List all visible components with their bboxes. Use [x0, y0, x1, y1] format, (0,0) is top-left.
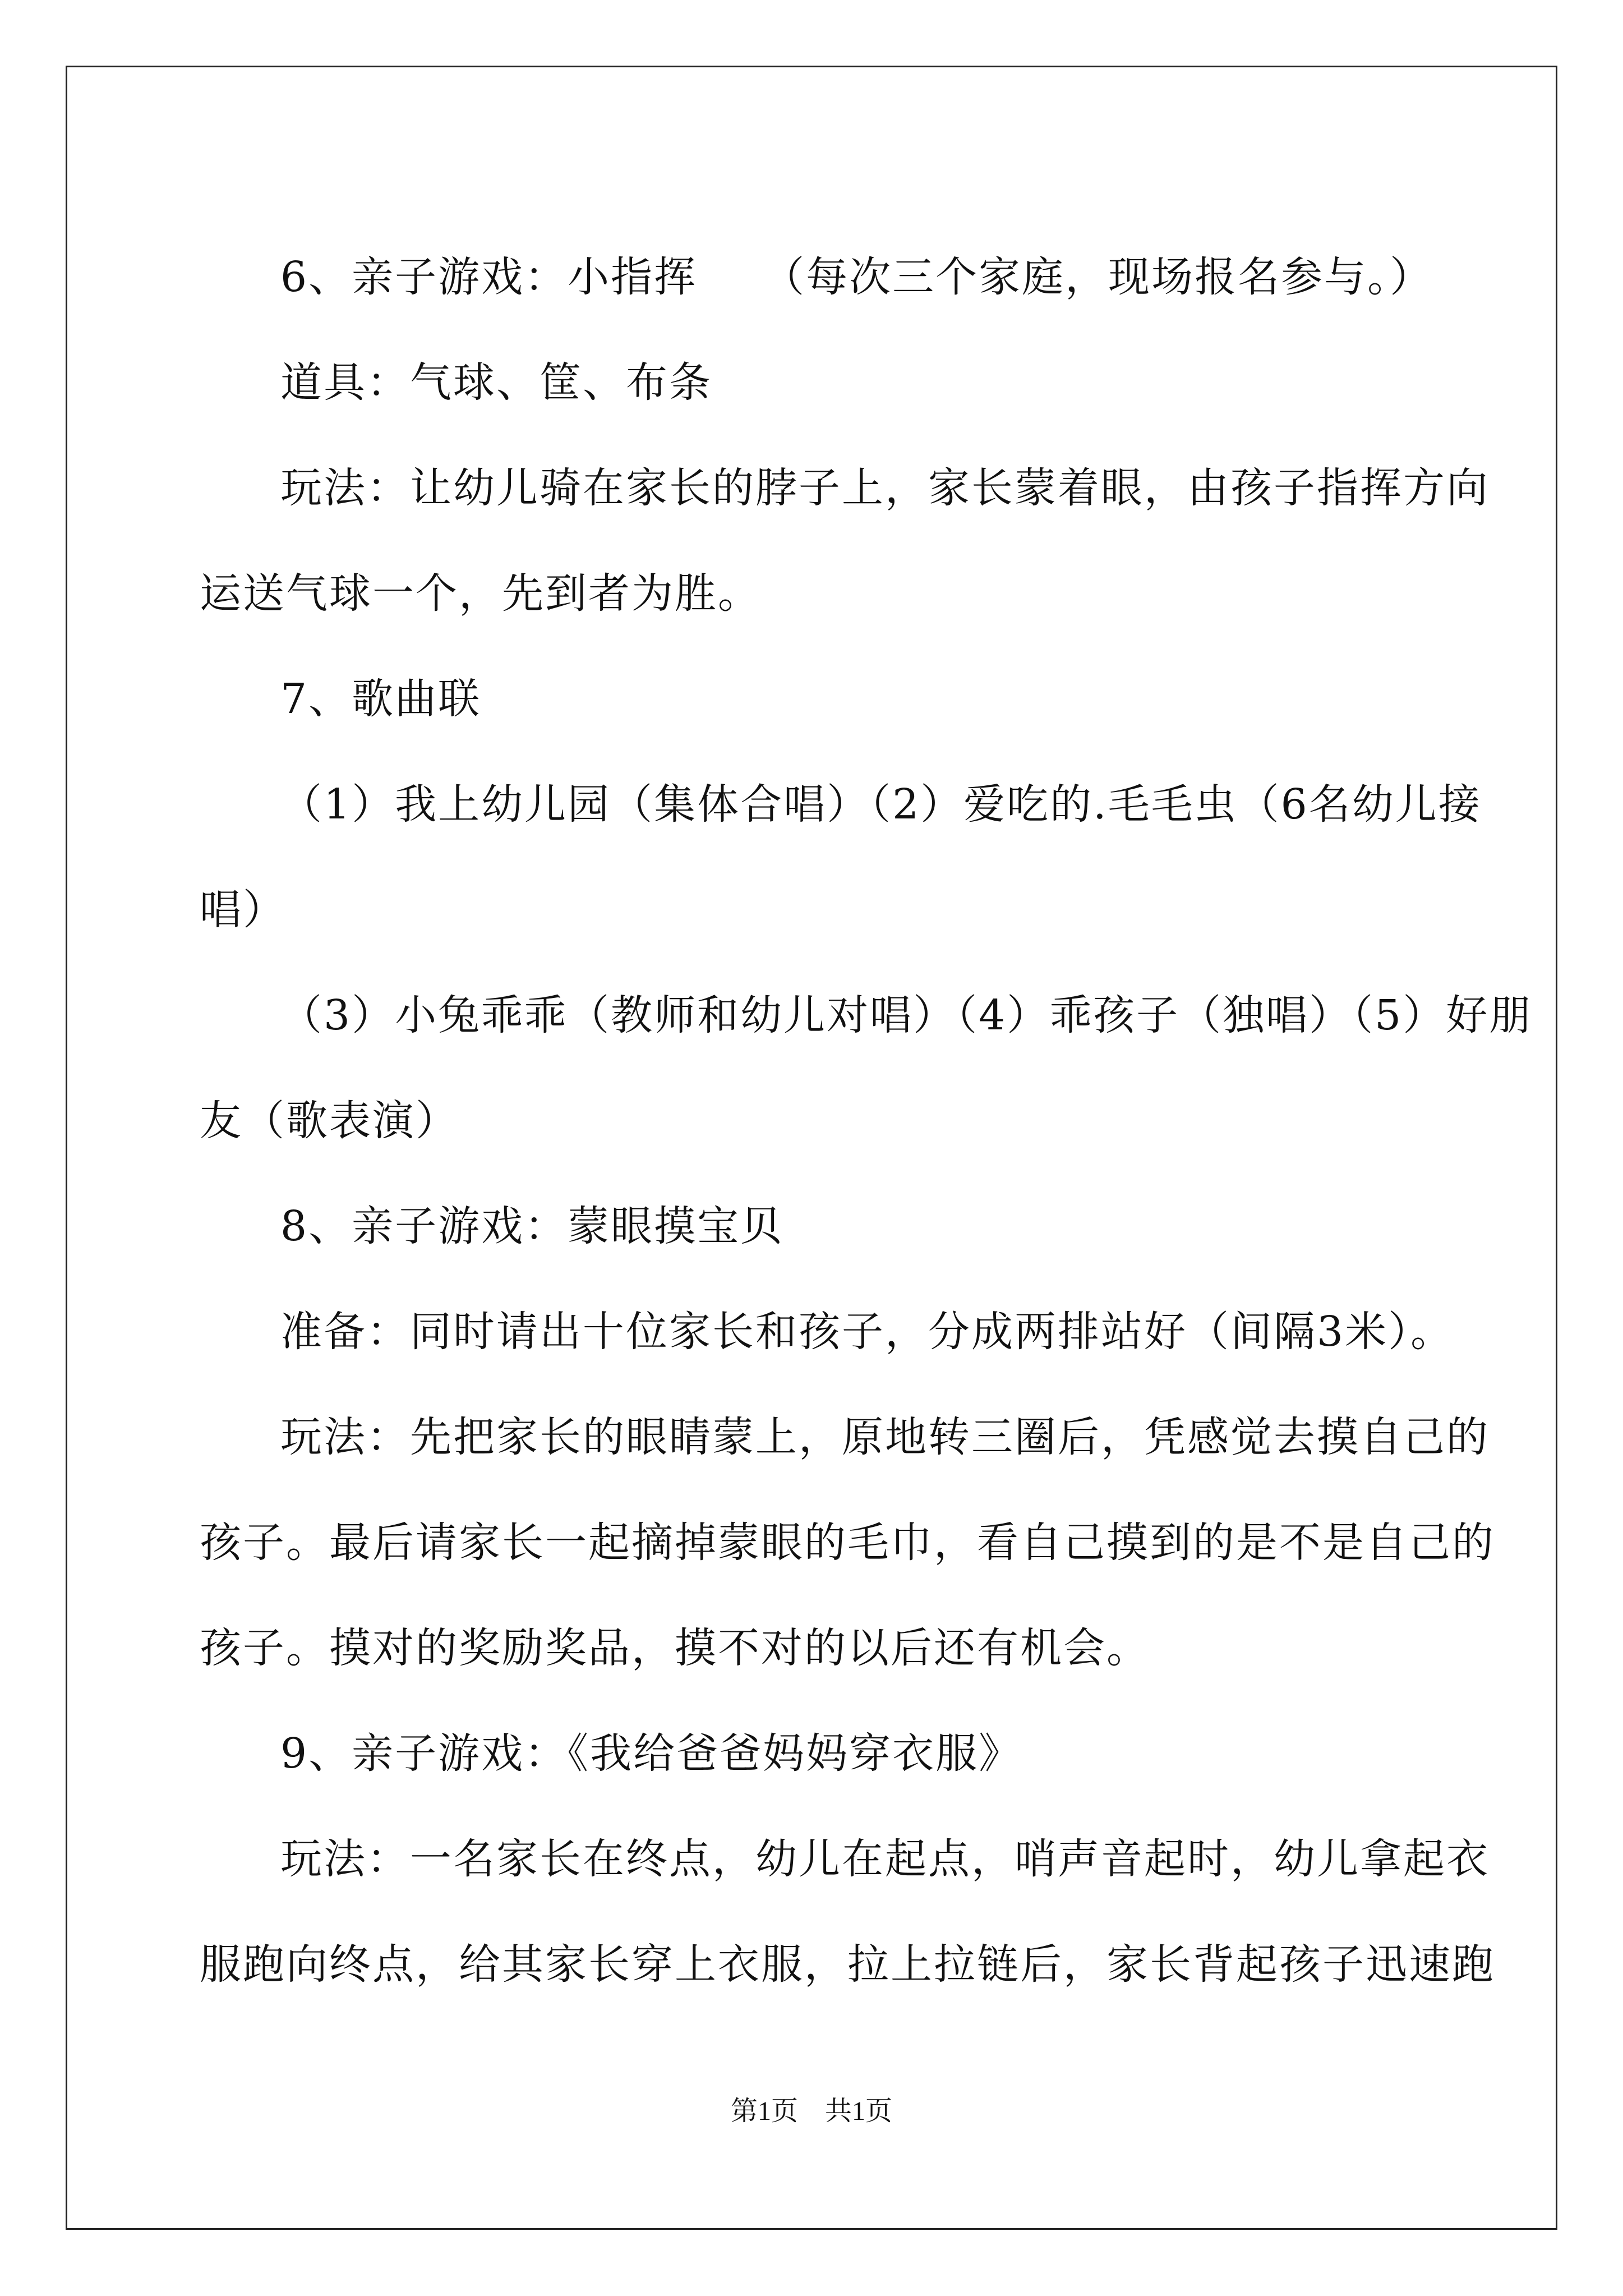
text-line: 道具：气球、筐、布条 — [280, 358, 712, 407]
paragraph-game-9-rules — [200, 1806, 1495, 2017]
text-line: 6、亲子游戏：小指挥 （每次三个家庭，现场报名参与。） — [280, 253, 1433, 301]
text-line: 孩子。摸对的奖励奖品，摸不对的以后还有机会。 — [200, 1624, 1150, 1672]
text-line: （1）我上幼儿园（集体合唱）（2）爱吃的.毛毛虫（6名幼儿接 — [280, 780, 1482, 829]
page-footer: 第1页 共1页 — [730, 2096, 892, 2126]
text-line: 9、亲子游戏：《我给爸爸妈妈穿衣服》 — [280, 1729, 1022, 1778]
paragraph-game-8-rules — [200, 1384, 1495, 1701]
text-line: 服跑向终点，给其家长穿上衣服，拉上拉链后，家长背起孩子迅速跑 — [200, 1940, 1495, 1989]
text-line: （3）小兔乖乖（教师和幼儿对唱）（4）乖孩子（独唱）（5）好朋 — [280, 991, 1533, 1039]
text-line: 准备：同时请出十位家长和孩子，分成两排站好（间隔3米）。 — [280, 1308, 1454, 1356]
text-line: 孩子。最后请家长一起摘掉蒙眼的毛巾，看自己摸到的是不是自己的 — [200, 1519, 1495, 1567]
paragraph-game-8-prep — [200, 1279, 1454, 1384]
paragraph-game-9-title — [200, 1701, 1433, 1806]
text-line: 唱） — [200, 886, 286, 934]
text-line: 运送气球一个，先到者为胜。 — [200, 569, 761, 618]
paragraph-songs-1 — [200, 752, 1482, 963]
paragraph-game-8-title — [200, 1174, 1433, 1279]
paragraph-game-6-rules — [200, 435, 1490, 646]
document-body — [200, 224, 1533, 2017]
text-line: 玩法：一名家长在终点，幼儿在起点，哨声音起时，幼儿拿起衣 — [280, 1835, 1490, 1883]
text-line: 8、亲子游戏：蒙眼摸宝贝 — [280, 1202, 784, 1250]
text-line: 玩法：先把家长的眼睛蒙上，原地转三圈后，凭感觉去摸自己的 — [280, 1413, 1490, 1461]
paragraph-songs-title — [200, 646, 1433, 752]
text-line: 玩法：让幼儿骑在家长的脖子上，家长蒙着眼，由孩子指挥方向 — [280, 464, 1490, 512]
paragraph-props — [200, 330, 1433, 435]
text-line: 7、歌曲联 — [280, 675, 482, 723]
paragraph-game-6-title — [200, 224, 1433, 330]
paragraph-songs-2 — [200, 963, 1533, 1174]
text-line: 友（歌表演） — [200, 1097, 459, 1145]
